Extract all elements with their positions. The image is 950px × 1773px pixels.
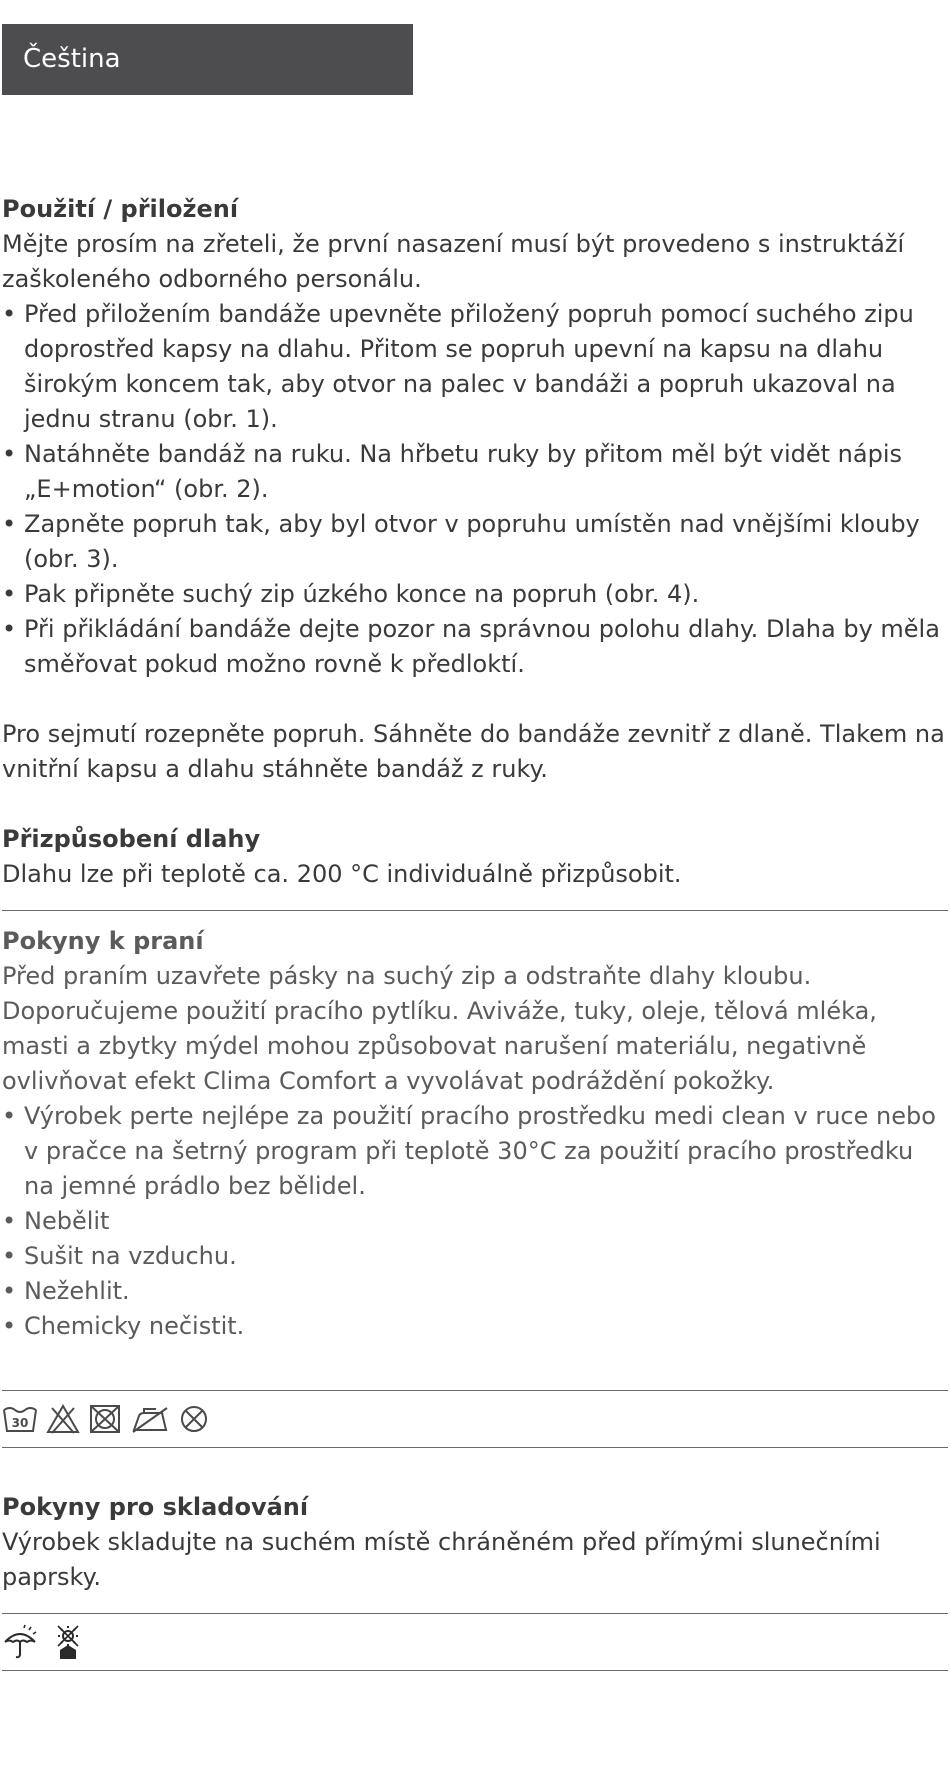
usage-section xyxy=(2,192,948,787)
no-bleach-icon xyxy=(46,1404,80,1434)
no-iron-icon xyxy=(130,1404,170,1434)
no-dry-clean-icon xyxy=(178,1404,210,1434)
list-item: • Zapněte popruh tak, aby byl otvor v popruhu umístěn nad vnějšími klouby (obr. 3). xyxy=(2,507,948,577)
usage-intro: Mějte prosím na zřeteli, že první nasazení musí být provedeno s instruktáží zaškoleného odborného personálu. xyxy=(2,230,905,293)
list-item: • Před přiložením bandáže upevněte přiložený popruh pomocí suchého zipu doprostřed kapsy na dlahu. Přitom se popruh upevní na kapsu na dlahu širokým koncem tak, aby otvor na palec v bandáži a popruh ukazoval na jednu stranu (obr. 1). xyxy=(2,297,948,437)
care-icons xyxy=(2,1391,948,1447)
list-item: • Pak připněte suchý zip úzkého konce na popruh (obr. 4). xyxy=(2,577,948,612)
list-item: • Natáhněte bandáž na ruku. Na hřbetu ruky by přitom měl být vidět nápis „E+motion“ (obr. 2). xyxy=(2,437,948,507)
washing-text: Před praním uzavřete pásky na suchý zip a odstraňte dlahy kloubu. Doporučujeme použití pracího pytlíku. Aviváže, tuky, oleje, tělová mléka, masti a zbytky mýdel mohou způsobovat narušení materiálu, negativně ovlivňovat efekt Clima Comfort a vyvolávat podráždění pokožky. xyxy=(2,962,877,1095)
list-item: • Nežehlit. xyxy=(2,1274,948,1309)
no-tumble-dry-icon xyxy=(88,1404,122,1434)
keep-away-from-sunlight-icon xyxy=(46,1624,90,1660)
list-item: • Nebělit xyxy=(2,1204,948,1239)
washing-section xyxy=(2,924,948,1344)
splint-text: Dlahu lze při teplotě ca. 200 °C individuálně přizpůsobit. xyxy=(2,860,682,888)
list-item: • Sušit na vzduchu. xyxy=(2,1239,948,1274)
list-item: • Chemicky nečistit. xyxy=(2,1309,948,1344)
washing-list xyxy=(2,1099,948,1344)
divider xyxy=(2,1670,948,1671)
storage-section xyxy=(2,1490,948,1595)
removal-text: Pro sejmutí rozepněte popruh. Sáhněte do bandáže zevnitř z dlaně. Tlakem na vnitřní kapsu a dlahu stáhněte bandáž z ruky. xyxy=(2,720,945,783)
usage-heading: Použití / přiložení xyxy=(2,195,239,223)
washing-heading: Pokyny k praní xyxy=(2,927,204,955)
usage-list xyxy=(2,297,948,682)
storage-heading: Pokyny pro skladování xyxy=(2,1493,309,1521)
storage-icons xyxy=(2,1614,948,1670)
splint-section xyxy=(2,822,948,892)
storage-text: Výrobek skladujte na suchém místě chráněném před přímými slunečními paprsky. xyxy=(2,1528,881,1591)
keep-dry-icon xyxy=(2,1624,38,1660)
list-item: • Při přikládání bandáže dejte pozor na správnou polohu dlahy. Dlaha by měla směřovat pokud možno rovně k předloktí. xyxy=(2,612,948,682)
svg-text:30: 30 xyxy=(11,1416,29,1430)
list-item: • Výrobek perte nejlépe za použití pracího prostředku medi clean v ruce nebo v pračce na šetrný program při teplotě 30°C za použití pracího prostředku na jemné prádlo bez bělidel. xyxy=(2,1099,948,1204)
splint-heading: Přizpůsobení dlahy xyxy=(2,825,261,853)
language-tab: Čeština xyxy=(2,24,413,95)
wash-30-icon xyxy=(2,1404,38,1434)
content xyxy=(2,192,948,1671)
